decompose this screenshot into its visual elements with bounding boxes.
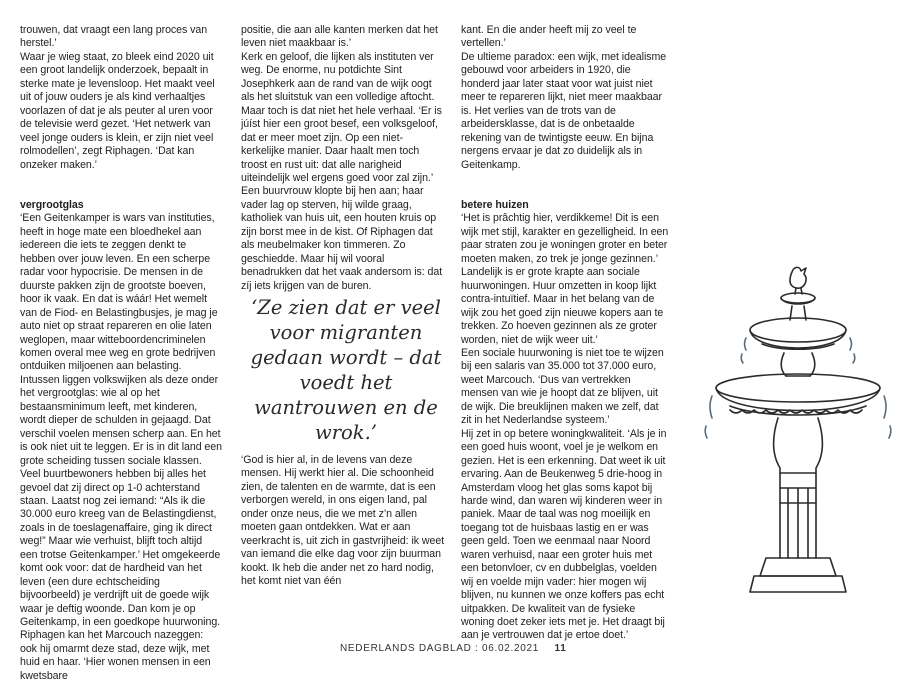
article-column-2-top — [241, 24, 446, 293]
paragraph: De ultieme paradox: een wijk, met idealisme gebouwd voor arbeiders in 1920, die honderd jaar later staat voor wat juist niet meer te repareren lijkt, niet meer maakbaar is. Het verlies van de trots van de arbeidersklasse, dat is de onbetaalde rekening van de twintigste eeuw. En bijna nergens ervaar je dat zo duidelijk als in Geitenkamp. — [461, 50, 667, 171]
paragraph: ‘Het is prâchtig hier, verdikkeme! Dit is een wijk met stijl, karakter en gezelligheid. In een paar straten zou je woningen groter en beter moeten maken, zo trek je jonge gezinnen.’ — [461, 212, 669, 265]
paragraph: Riphagen kan het Marcouch nazeggen: ook hij omarmt deze stad, deze wijk, met huid en haar. ‘Hier wonen mensen in een kwetsbare — [20, 629, 211, 682]
pull-quote: ‘Ze zien dat er veel voor migranten gedaan wordt – dat voedt het wantrouwen en de wrok.’ — [250, 296, 442, 444]
paragraph: kant. En die ander heeft mij zo veel te vertellen.’ — [461, 24, 637, 50]
page-number: 11 — [554, 643, 567, 654]
paragraph: ‘Een Geitenkamper is wars van instituties, heeft in hoge mate een bloedhekel aan iedereen die iets te zeggen denkt te hebben over jouw leven. En een scherpe radar voor hypocrisie. De mensen in de duurste pakken zijn de grootste boeven, hoor ik vaak. En dat is wáár! Het wemelt van de Fiod- en Belastingbusjes, je mag je auto niet op straat repareren en olie laten weglopen, maar witteboordencriminelen komen overal mee weg en grote bedrijven ontduiken miljoenen aan belasting. Intussen liggen volkswijken als deze onder het vergrootglas: wie al op het bestaansminimum leeft, met kinderen, wordt dieper de schulden in gejaagd. Dat verschil voelen mensen scherp aan. En het is ook niet uit te leggen. Er is in dit land een grote scheiding tussen sociale klassen. Veel buurtbewoners hebben bij alles het gevoel dat zij direct op 1-0 achterstand staan. Laatst nog zei iemand: “Als ik die 30.000 euro kreeg van de Belastingdienst, zoals in de toeslagenaffaire, ging ik direct weg!” Maar wie verhuist, blijft toch altijd een trotse Geitenkamper.’ Het omgekeerde komt ook voor: dat de hardheid van het leven (een dure echtscheiding bijvoorbeeld) je verdrijft uit de goede wijk waar je deftig woonde. Dan kom je op Geitenkamp, in een goedkope huurwoning. — [20, 212, 222, 629]
paragraph: trouwen, dat vraagt een lang proces van herstel.’ — [20, 24, 208, 50]
paragraph: positie, die aan alle kanten merken dat het leven niet maakbaar is.’ — [241, 24, 438, 50]
article-column-1 — [20, 24, 222, 683]
publication-name: NEDERLANDS DAGBLAD : — [340, 643, 479, 654]
paragraph: Hij zet in op betere woningkwaliteit. ‘Als je in een goed huis woont, voel je je welkom en gezien. Het is een erkenning. Dat weet ik uit ervaring. Aan de Beukenweg 5 drie-hoog in Amsterdam vloog het glas soms kapot bij harde wind, dan waren wij kinderen weer in paniek. Maar de taal was nog moeilijk en toegang tot de huisbaas lastig en er was geen geld. Toen we eenmaal naar Noord waren verhuisd, naar een groter huis met een betonvloer, cv en dubbelglas, voelden wij en voelde mijn vader: hier mogen wij blijven, nu kunnen we onze koffers pas echt uitpakken. De kwaliteit van de fysieke woning doet zeker iets met je. Het draagt bij aan je vertrouwen dat je ertoe doet.’ — [461, 427, 667, 642]
article-column-2-bottom — [241, 454, 446, 589]
paragraph: Een buurvrouw klopte bij hen aan; haar vader lag op sterven, hij wilde graag, katholiek van huis uit, een houten kruis op zijn borst mee in de kist. Of Riphagen dat als meubelmaker kon timmeren. Zo geschiedde. Maar hij wil vooral benadrukken dat het vaak andersom is: dat zíj iets krijgen van de buren. — [241, 185, 443, 292]
paragraph: Kerk en geloof, die lijken als instituten ver weg. De enorme, nu potdichte Sint Josephkerk aan de rand van de wijk oogt als het sluitstuk van een volledige aftocht. Maar toch is dat niet het hele verhaal. ‘Er is júíst hier een groot besef, een volksgeloof, dat er meer moet zijn. Op een niet-kerkelijke manier. Daar haalt men toch troost en rust uit: dat alle narigheid uiteindelijk wel ergens goed voor zal zijn.’ — [241, 50, 442, 184]
fountain-illustration — [700, 258, 895, 603]
paragraph: Een sociale huurwoning is niet toe te wijzen bij een salaris van 35.000 tot 37.000 euro, weet Marcouch. ‘Dus van vertrekken mensen van wie je hoopt dat ze blijven, uit de wijk. Die breuklijnen maken we zelf, dat zit in het Nederlandse systeem.’ — [461, 346, 664, 427]
section-heading: betere huizen — [461, 198, 529, 211]
publication-date: 06.02.2021 — [481, 643, 540, 654]
paragraph: Landelijk is er grote krapte aan sociale huurwoningen. Huur omzetten in koop lijkt contra-intuïtief. Maar in het belang van de wijk zou het goed zijn nieuwe kopers aan te trekken. Zo hoeven gezinnen als ze groter worden, niet de wijk weer uit.’ — [461, 266, 664, 346]
page-footer — [340, 643, 567, 654]
paragraph: ‘God is hier al, in de levens van deze mensen. Hij werkt hier al. Die schoonheid zien, de talenten en de warmte, dat is een verborgen wereld, in ons eigen land, pal onder onze neus, die we met z’n allen moeten gaan ontdekken. Wat er aan veerkracht is, uit zich in gastvrijheid: ik weet van iemand die elke dag voor zijn buurman kookt. Ik heb die ander net zo hard nodig, het komt niet van één — [241, 454, 445, 588]
paragraph: Waar je wieg staat, zo bleek eind 2020 uit een groot landelijk onderzoek, bepaalt in sterke mate je levensloop. Het maakt veel uit of jouw ouders je als kind verhaaltjes voorlazen of dat je als peuter al uren voor de televisie werd gezet. ‘Het netwerk van veel jonge ouders is klein, er zijn niet veel rolmodellen’, zegt Riphagen. ‘Dat kan onzeker maken.’ — [20, 50, 215, 171]
article-column-3 — [461, 24, 669, 643]
section-heading: vergrootglas — [20, 198, 84, 211]
